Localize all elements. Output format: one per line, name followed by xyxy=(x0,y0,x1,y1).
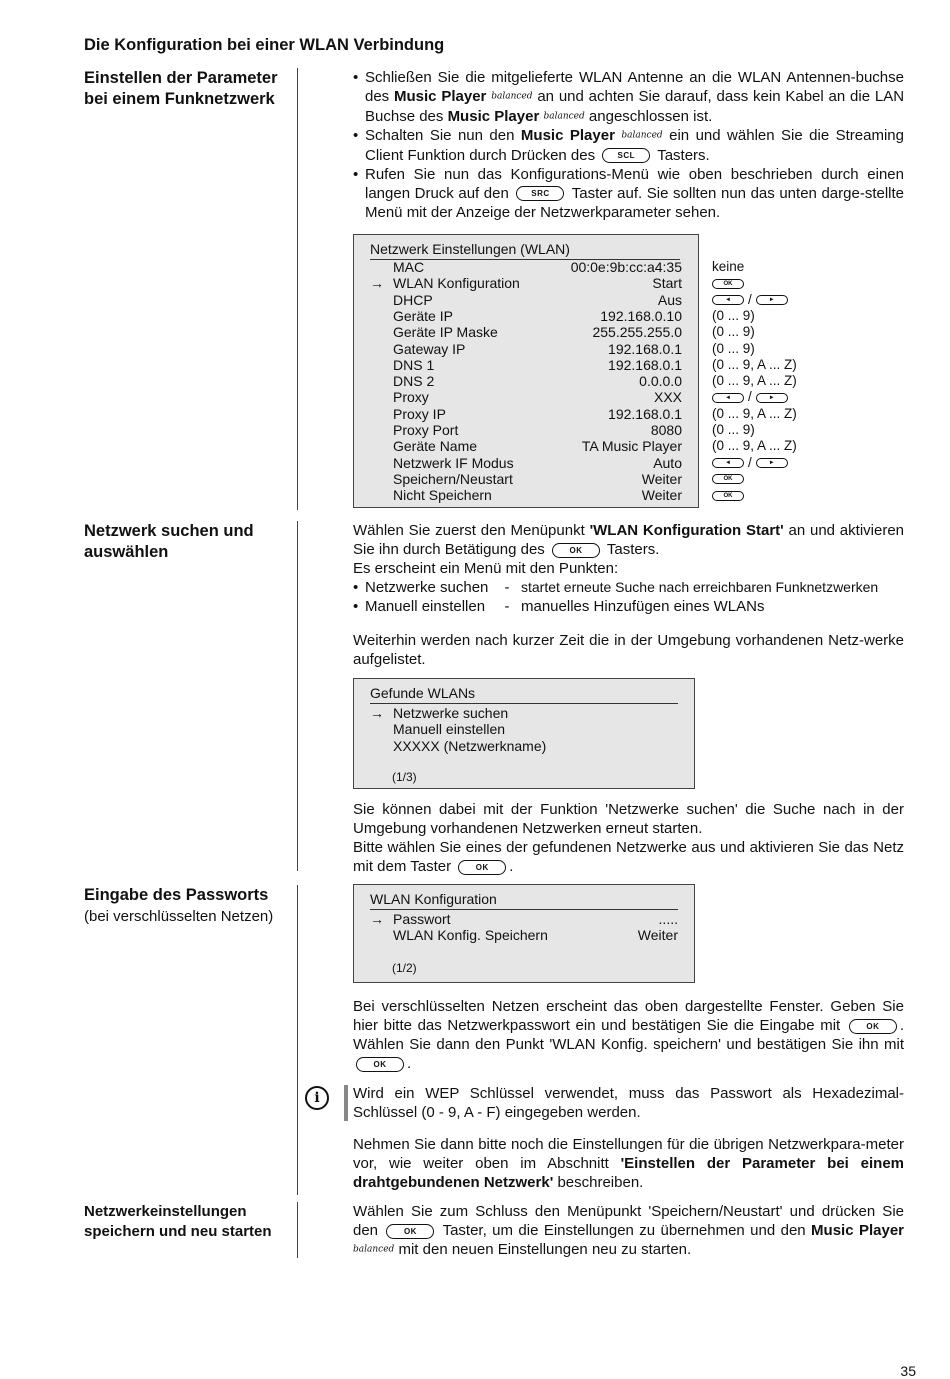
menu-row-value: 8080 xyxy=(650,422,682,438)
hint-separator: / xyxy=(748,291,752,307)
search-options-list xyxy=(353,578,904,616)
menu-row-hint: (0 ... 9) xyxy=(712,340,755,356)
menu-row[interactable] xyxy=(370,471,682,487)
menu-row-label: WLAN Konfiguration xyxy=(393,275,520,292)
menu-row-value: 255.255.255.0 xyxy=(592,324,682,341)
menu-row[interactable] xyxy=(370,738,678,754)
menu-row[interactable] xyxy=(370,422,682,438)
menu-row-label: Netzwerke suchen xyxy=(393,705,509,721)
menu-row-label: Proxy xyxy=(393,389,429,406)
section-divider xyxy=(297,885,298,1195)
hint-separator: / xyxy=(748,454,752,470)
menu-title: Netzwerk Einstellungen (WLAN) xyxy=(370,241,570,257)
menu-row-value: 00:0e:9b:cc:a4:35 xyxy=(570,259,682,275)
menu-row-value: Weiter xyxy=(641,470,682,487)
ok-key-icon: OK xyxy=(386,1224,434,1239)
menu-row-hint: (0 ... 9, A ... Z) xyxy=(712,356,797,372)
menu-row-value: Aus xyxy=(657,291,682,308)
bullet-antenna: • Schließen Sie die mitgelieferte WLAN Antenne an die WLAN Antennen-buchse des Music Player balanced an und achten Sie darauf, dass kein Kabel an die LAN Buchse des Music Player balanced angeschlossen ist. xyxy=(353,68,904,126)
menu-row[interactable] xyxy=(370,324,682,340)
menu-row-label: XXXXX (Netzwerkname) xyxy=(393,737,547,754)
menu-row-value: 0.0.0.0 xyxy=(639,373,682,390)
selection-arrow-icon: → xyxy=(370,705,384,721)
right-key-icon: ► xyxy=(756,393,788,403)
search-paragraph-4: Sie können dabei mit der Funktion 'Netzwerke suchen' die Suche nach in der Umgebung vorhandenen Netzwerken erneut starten. Bitte wählen Sie eines der gefundenen Netzwerke aus und aktivieren Sie das Netz mit dem Taster OK . xyxy=(353,801,904,875)
balanced-logo: balanced xyxy=(353,1244,395,1255)
menu-row-hint: (0 ... 9, A ... Z) xyxy=(712,373,797,389)
scl-key-icon: SCL xyxy=(602,148,650,163)
section-divider xyxy=(297,1202,298,1258)
menu-row-hint xyxy=(712,389,788,405)
menu-row[interactable] xyxy=(370,721,678,737)
balanced-logo: balanced xyxy=(621,130,663,141)
section-heading-search: Netzwerk suchen und auswählen xyxy=(84,522,254,561)
password-paragraph-2: Nehmen Sie dann bitte noch die Einstellungen für die übrigen Netzwerkpara-meter vor, wie weiter oben im Abschnitt 'Einstellen der Parameter bei einem drahtgebundenen Netzwerk' beschreiben. xyxy=(353,1136,904,1191)
ok-key-icon: OK xyxy=(356,1057,404,1072)
section-heading-password: Eingabe des Passworts (bei verschlüsselten Netzen) xyxy=(84,886,274,925)
src-key-icon: SRC xyxy=(516,186,564,201)
wlan-config-menu xyxy=(353,884,695,983)
page-number: 35 xyxy=(900,1363,916,1379)
menu-row-hint xyxy=(712,292,788,308)
page-title: Die Konfiguration bei einer WLAN Verbindung xyxy=(84,36,445,54)
search-paragraph-2: Es erscheint ein Menü mit den Punkten: xyxy=(353,560,619,577)
menu-row-label: Proxy IP xyxy=(393,405,446,422)
section-heading-save: Netzwerkeinstellungen speichern und neu starten xyxy=(84,1203,272,1240)
menu-row-hint xyxy=(712,275,744,291)
password-paragraph-1: Bei verschlüsselten Netzen erscheint das oben dargestellte Fenster. Geben Sie hier bitte das Netzwerkpasswort ein und bestätigen Sie die Eingabe mit OK . Wählen Sie dann den Punkt 'WLAN Konfig. speichern' und bestätigen Sie ihn mit OK . xyxy=(353,998,905,1072)
menu-row-label: DNS 2 xyxy=(393,373,435,390)
menu-divider xyxy=(370,703,678,704)
menu-row-hint xyxy=(712,455,788,471)
menu-row-label: Speichern/Neustart xyxy=(393,470,513,487)
section-heading-parameter: Einstellen der Parameter bei einem Funknetzwerk xyxy=(84,69,278,108)
menu-row-value: 192.168.0.1 xyxy=(608,405,682,422)
ok-key-icon: OK xyxy=(849,1019,897,1034)
menu-row[interactable] xyxy=(370,292,682,308)
section-divider xyxy=(297,68,298,510)
menu-row-value: 192.168.0.10 xyxy=(600,307,682,324)
menu-row[interactable] xyxy=(370,308,682,324)
search-paragraph-1: Wählen Sie zuerst den Menüpunkt 'WLAN Konfiguration Start' an und aktivieren Sie ihn durch Betätigung des OK Tasters. xyxy=(353,522,905,558)
menu-row-hint xyxy=(712,471,744,487)
menu-row-value: Weiter xyxy=(641,487,682,504)
left-key-icon: ◄ xyxy=(712,458,744,468)
menu-row[interactable] xyxy=(370,438,682,454)
balanced-logo: balanced xyxy=(543,111,585,122)
parameter-instructions xyxy=(353,68,904,222)
menu-row-hint xyxy=(712,487,744,503)
menu-row[interactable] xyxy=(370,705,678,721)
info-icon: i xyxy=(305,1086,329,1110)
menu-divider xyxy=(370,909,678,910)
menu-row-label: DNS 1 xyxy=(393,356,435,373)
balanced-logo: balanced xyxy=(491,91,533,102)
menu-row[interactable] xyxy=(370,357,682,373)
section-subheading: (bei verschlüsselten Netzen) xyxy=(84,908,274,925)
menu-row-label: Proxy Port xyxy=(393,422,459,438)
menu-row-hint: (0 ... 9) xyxy=(712,324,755,340)
menu-row-value: 192.168.0.1 xyxy=(608,340,682,357)
menu-row-hint: (0 ... 9, A ... Z) xyxy=(712,438,797,454)
list-item xyxy=(353,597,904,616)
menu-row-value: XXX xyxy=(653,389,682,406)
menu-row-label: WLAN Konfig. Speichern xyxy=(393,927,548,944)
menu-row-value: TA Music Player xyxy=(581,438,682,455)
menu-row-label: Netzwerk IF Modus xyxy=(393,454,514,471)
menu-title: Gefunde WLANs xyxy=(370,685,476,701)
selection-arrow-icon: → xyxy=(370,275,384,292)
menu-row-hint: (0 ... 9, A ... Z) xyxy=(712,405,797,421)
menu-row-label: Passwort xyxy=(393,911,451,927)
menu-row[interactable] xyxy=(370,341,682,357)
menu-row-hint: (0 ... 9) xyxy=(712,307,755,323)
ok-key-icon: OK xyxy=(712,279,744,289)
search-instructions xyxy=(353,521,904,616)
ok-key-icon: OK xyxy=(552,543,600,558)
section-divider xyxy=(297,521,298,871)
list-item-name: Netzwerke suchen xyxy=(365,579,489,596)
list-dash: - xyxy=(504,598,510,615)
menu-row[interactable] xyxy=(370,373,682,389)
menu-title: WLAN Konfiguration xyxy=(370,891,497,907)
menu-row-label: Manuell einstellen xyxy=(393,721,506,738)
menu-row-value: Start xyxy=(652,275,682,292)
list-item-desc: startet erneute Suche nach erreichbaren Funknetzwerken xyxy=(521,579,879,595)
menu-row-value: Weiter xyxy=(637,927,678,944)
save-paragraph: Wählen Sie zum Schluss den Menüpunkt 'Speichern/Neustart' und drücken Sie den OK Taster, um die Einstellungen zu übernehmen und den Music Player balanced mit den neuen Einstellungen neu zu starten. xyxy=(353,1203,904,1258)
menu-row[interactable] xyxy=(370,911,678,927)
menu-row-value: 192.168.0.1 xyxy=(608,356,682,373)
menu-page-indicator: (1/3) xyxy=(392,770,417,784)
menu-row-value: Auto xyxy=(653,454,682,471)
list-item-desc: manuelles Hinzufügen eines WLANs xyxy=(521,598,765,615)
menu-row-hint: (0 ... 9) xyxy=(712,422,755,437)
menu-row-hint: keine xyxy=(712,259,745,274)
menu-row[interactable] xyxy=(370,259,682,275)
menu-row[interactable] xyxy=(370,455,682,471)
menu-row[interactable] xyxy=(370,275,682,291)
menu-row-label: MAC xyxy=(393,259,425,275)
bullet-streaming: • Schalten Sie nun den Music Player balanced ein und wählen Sie die Streaming Client Funktion durch Drücken des SCL Tasters. xyxy=(353,126,904,165)
menu-row-label: DHCP xyxy=(393,291,433,308)
menu-row[interactable] xyxy=(370,406,682,422)
network-settings-menu xyxy=(353,234,699,508)
right-key-icon: ► xyxy=(756,458,788,468)
menu-row-label: Geräte Name xyxy=(393,438,478,455)
ok-key-icon: OK xyxy=(712,491,744,501)
menu-row-value: ..... xyxy=(658,911,678,927)
list-dash: - xyxy=(504,579,510,596)
note-bar xyxy=(344,1085,348,1121)
list-item-name: Manuell einstellen xyxy=(365,598,486,615)
menu-row[interactable] xyxy=(370,487,682,503)
right-key-icon: ► xyxy=(756,295,788,305)
selection-arrow-icon: → xyxy=(370,911,384,927)
menu-row-label: Gateway IP xyxy=(393,340,466,357)
menu-row-label: Geräte IP xyxy=(393,307,453,324)
bullet-config-menu: • Rufen Sie nun das Konfigurations-Menü wie oben beschrieben durch einen langen Druck auf den SRC Taster auf. Sie sollten nun das unten darge-stellte Menü mit der Anzeige der Netzwerkparameter sehen. xyxy=(353,165,904,222)
ok-key-icon: OK xyxy=(712,474,744,484)
menu-page-indicator: (1/2) xyxy=(392,961,417,975)
left-key-icon: ◄ xyxy=(712,393,744,403)
ok-key-icon: OK xyxy=(458,860,506,875)
search-paragraph-5: Bitte wählen Sie eines der gefundenen Netzwerke aus und aktivieren Sie das Netz mit dem Taster OK . xyxy=(353,839,904,875)
found-wlans-menu xyxy=(353,678,695,789)
wep-note: Wird ein WEP Schlüssel verwendet, muss das Passwort als Hexadezimal-Schlüssel (0 - 9, A - F) eingegeben werden. xyxy=(353,1085,904,1121)
left-key-icon: ◄ xyxy=(712,295,744,305)
search-paragraph-3: Weiterhin werden nach kurzer Zeit die in der Umgebung vorhandenen Netz-werke aufgelistet. xyxy=(353,632,904,668)
menu-row-label: Nicht Speichern xyxy=(393,487,492,504)
hint-separator: / xyxy=(748,389,752,405)
menu-row[interactable] xyxy=(370,389,682,405)
menu-row-label: Geräte IP Maske xyxy=(393,324,498,341)
list-item xyxy=(353,578,904,597)
menu-row[interactable] xyxy=(370,927,678,943)
